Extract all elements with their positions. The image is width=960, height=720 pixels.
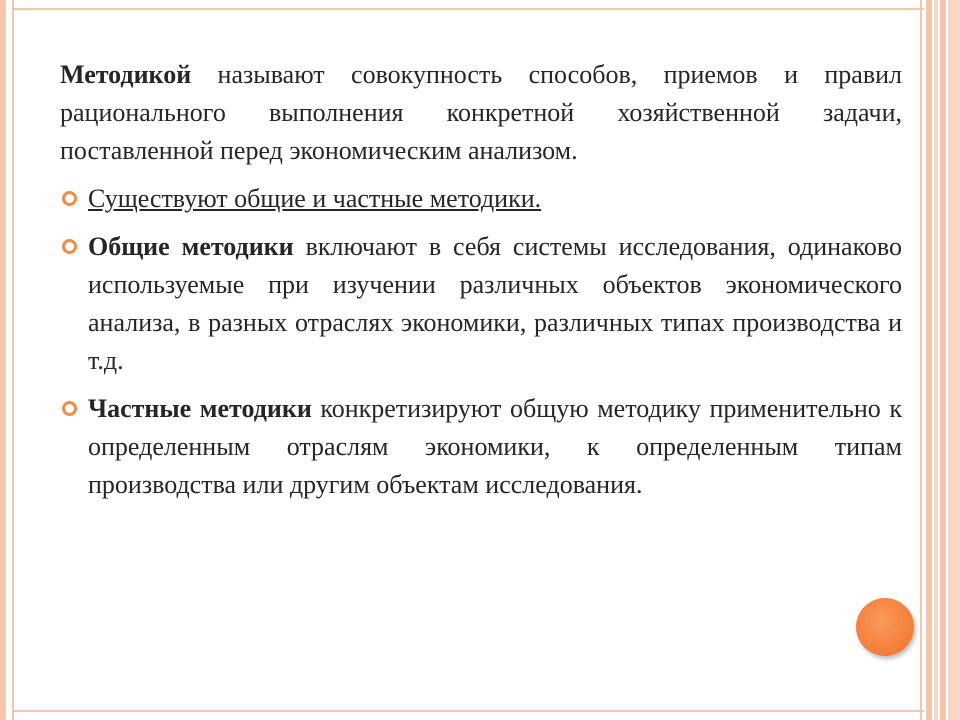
intro-paragraph [60,56,902,170]
bullet-text: Существуют общие и частные методики. [88,184,542,213]
decorative-circle [856,598,914,656]
bullet-item-types [60,180,902,218]
bullet-term: Общие методики [88,232,294,261]
slide-content [60,56,902,514]
frame-top-line [12,8,924,10]
right-stripe [940,0,946,720]
right-stripe [926,0,932,720]
frame-left-inner [12,0,14,720]
right-stripe [948,0,960,720]
bullet-text: конкретизируют общую методику применительно к определенным отраслям экономики, к определенным типам производства или другим объектам исследования. [88,394,902,499]
frame-left-outer [0,0,6,720]
bullet-text: включают в себя системы исследования, одинаково используемые при изучении различных объектов экономического анализа, в разных отраслях экономики, различных типах производства и т.д. [88,232,902,375]
right-stripe [920,0,922,720]
intro-term: Методикой [60,60,192,89]
intro-definition: называют совокупность способов, приемов и правил рационального выполнения конкретной хозяйственной задачи, поставленной перед экономическим анализом. [60,60,902,165]
bullet-circle-icon [62,191,77,206]
bullet-circle-icon [62,401,77,416]
bullet-item-specific [60,390,902,504]
right-stripe [934,0,938,720]
frame-bottom-line [12,710,924,712]
bullet-item-general [60,228,902,380]
bullet-circle-icon [62,239,77,254]
bullet-term: Частные методики [88,394,312,423]
